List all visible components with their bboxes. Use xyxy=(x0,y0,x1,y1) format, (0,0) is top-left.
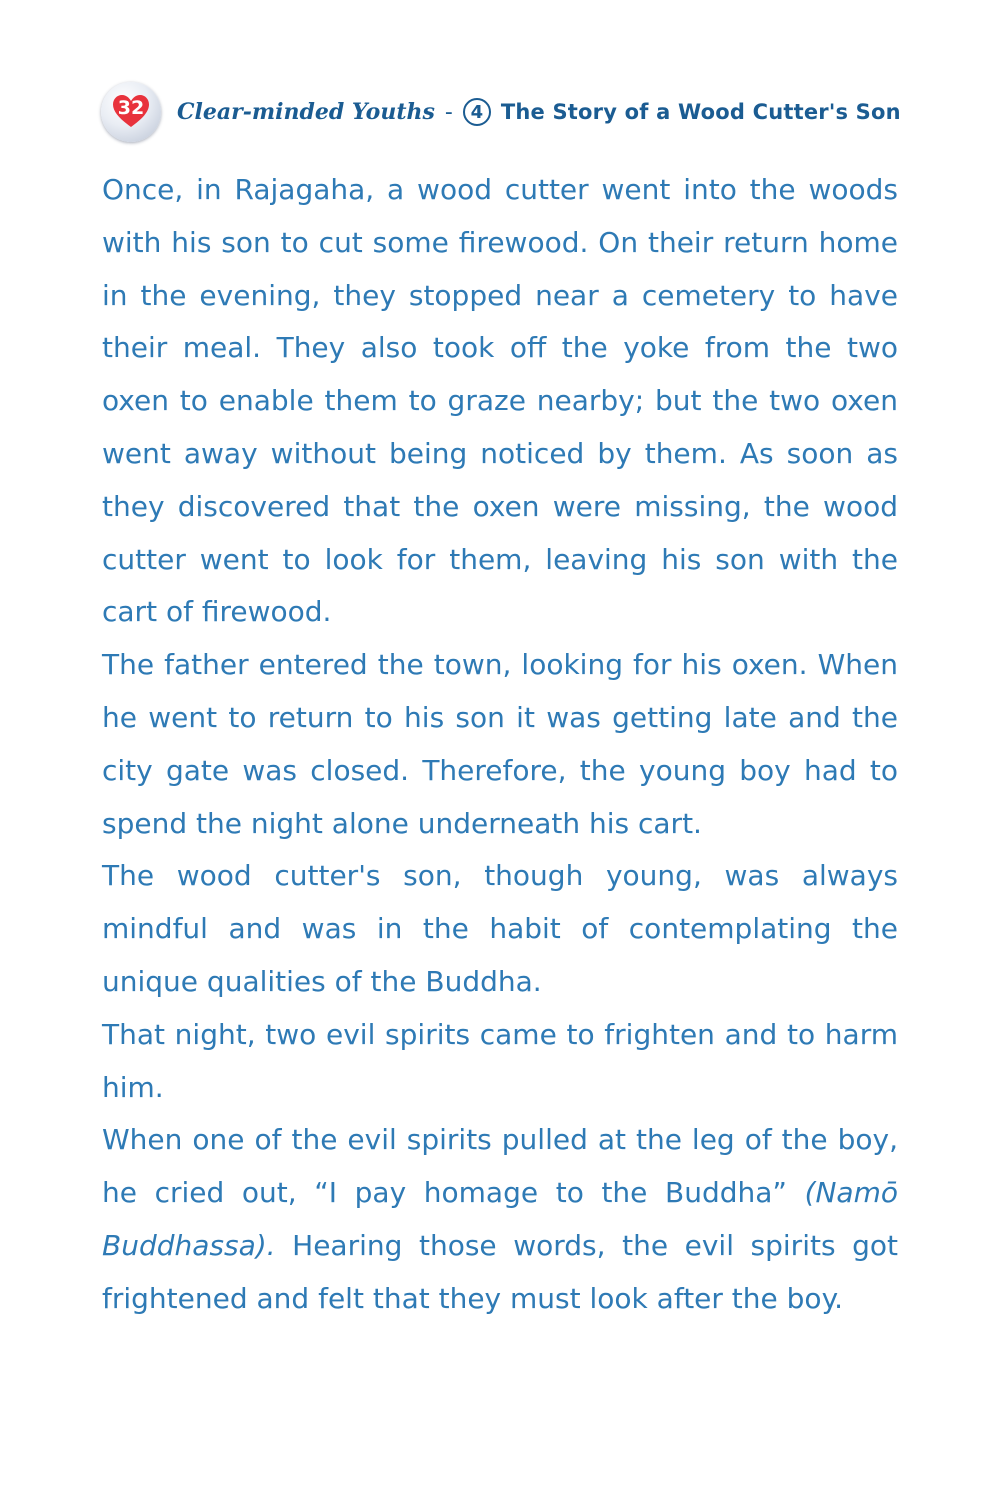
story-paragraph: The father entered the town, looking for his oxen. When he went to return to his son it was getting late and the city gate was closed. Therefore, the young boy had to spend the night alone underneath his cart. xyxy=(102,648,898,840)
story-body xyxy=(102,164,898,1326)
story-paragraph: Once, in Rajagaha, a wood cutter went into the woods with his son to cut some firewood. On their return home in the evening, they stopped near a cemetery to have their meal. They also took off the yoke from the two oxen to enable them to graze nearby; but the two oxen went away without being noticed by them. As soon as they discovered that the oxen were missing, the wood cutter went to look for them, leaving his son with the cart of firewood. xyxy=(102,173,898,629)
story-paragraph: The wood cutter's son, though young, was always mindful and was in the habit of contemplating the unique qualities of the Buddha. xyxy=(102,859,898,998)
page-number-badge xyxy=(101,82,161,142)
page-number: 32 xyxy=(117,97,145,119)
series-title: Clear-minded Youths xyxy=(177,99,435,125)
title-separator: - xyxy=(444,99,453,125)
paragraph-text: Hearing those words, the evil spirits got frightened and felt that they must look after the boy. xyxy=(102,1228,898,1315)
page-header xyxy=(101,80,901,144)
story-title: The Story of a Wood Cutter's Son xyxy=(500,100,901,124)
story-number-badge: 4 xyxy=(463,98,491,126)
story-paragraph xyxy=(102,1114,898,1325)
story-paragraph: That night, two evil spirits came to frighten and to harm him. xyxy=(102,1017,898,1104)
paragraph-text: When one of the evil spirits pulled at the leg of the boy, he cried out, “I pay homage to the Buddha” xyxy=(102,1123,898,1210)
pali-phrase: (Namō Buddhassa). xyxy=(102,1176,898,1262)
